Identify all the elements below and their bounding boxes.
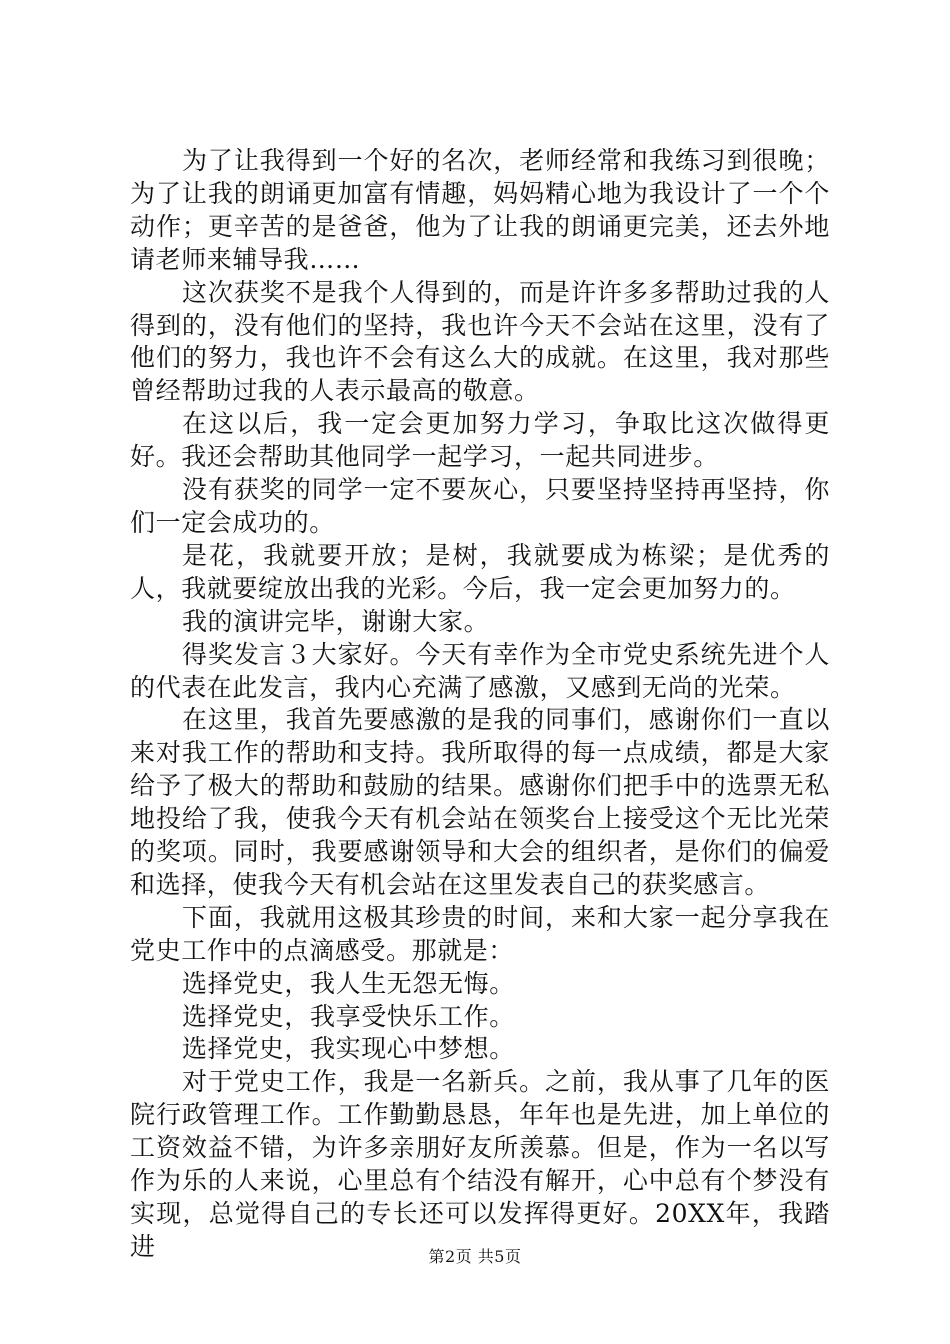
paragraph: 为了让我得到一个好的名次，老师经常和我练习到很晚；为了让我的朗诵更加富有情趣，妈妈精心地为我设计了一个个动作；更辛苦的是爸爸，他为了让我的朗诵更完美，还去外地请老师来辅导我……: [130, 146, 830, 274]
paragraph: 这次获奖不是我个人得到的，而是许许多多帮助过我的人得到的，没有他们的坚持，我也许今天不会站在这里，没有了他们的努力，我也许不会有这么大的成就。在这里，我对那些曾经帮助过我的人表示最高的敬意。: [130, 277, 830, 406]
paragraph: 对于党史工作，我是一名新兵。之前，我从事了几年的医院行政管理工作。工作勤勤恳恳，年年也是先进，加上单位的工资效益不错，为许多亲朋好友所羡慕。但是，作为一名以写作为乐的人来说，心里总有个结没有解开，心中总有个梦没有实现，总觉得自己的专长还可以发挥得更好。20XX年，我踏进: [130, 1067, 830, 1261]
document-body: [130, 145, 830, 1264]
paragraph: 在这以后，我一定会更加努力学习，争取比这次做得更好。我还会帮助其他同学一起学习，一起共同进步。: [130, 409, 830, 472]
paragraph: 得奖发言３大家好。今天有幸作为全市党史系统先进个人的代表在此发言，我内心充满了感激，又感到无尚的光荣。: [130, 639, 830, 702]
paragraph: 是花，我就要开放；是树，我就要成为栋梁；是优秀的人，我就要绽放出我的光彩。今后，我一定会更加努力的。: [130, 540, 830, 603]
paragraph: 在这里，我首先要感激的是我的同事们，感谢你们一直以来对我工作的帮助和支持。我所取得的每一点成绩，都是大家给予了极大的帮助和鼓励的结果。感谢你们把手中的选票无私地投给了我，使我今天有机会站在领奖台上接受这个无比光荣的奖项。同时，我要感谢领导和大会的组织者，是你们的偏爱和选择，使我今天有机会站在这里发表自己的获奖感言。: [130, 705, 830, 899]
paragraph: 选择党史，我享受快乐工作。: [182, 1001, 515, 1031]
paragraph: 下面，我就用这极其珍贵的时间，来和大家一起分享我在党史工作中的点滴感受。那就是：: [130, 902, 830, 965]
paragraph: 选择党史，我人生无怨无悔。: [182, 968, 515, 998]
paragraph: 选择党史，我实现心中梦想。: [182, 1034, 515, 1064]
paragraph: 没有获奖的同学一定不要灰心，只要坚持坚持再坚持，你们一定会成功的。: [130, 475, 830, 537]
paragraph: 我的演讲完毕，谢谢大家。: [182, 606, 490, 636]
page-number-footer: 第2页 共5页: [428, 1247, 522, 1266]
